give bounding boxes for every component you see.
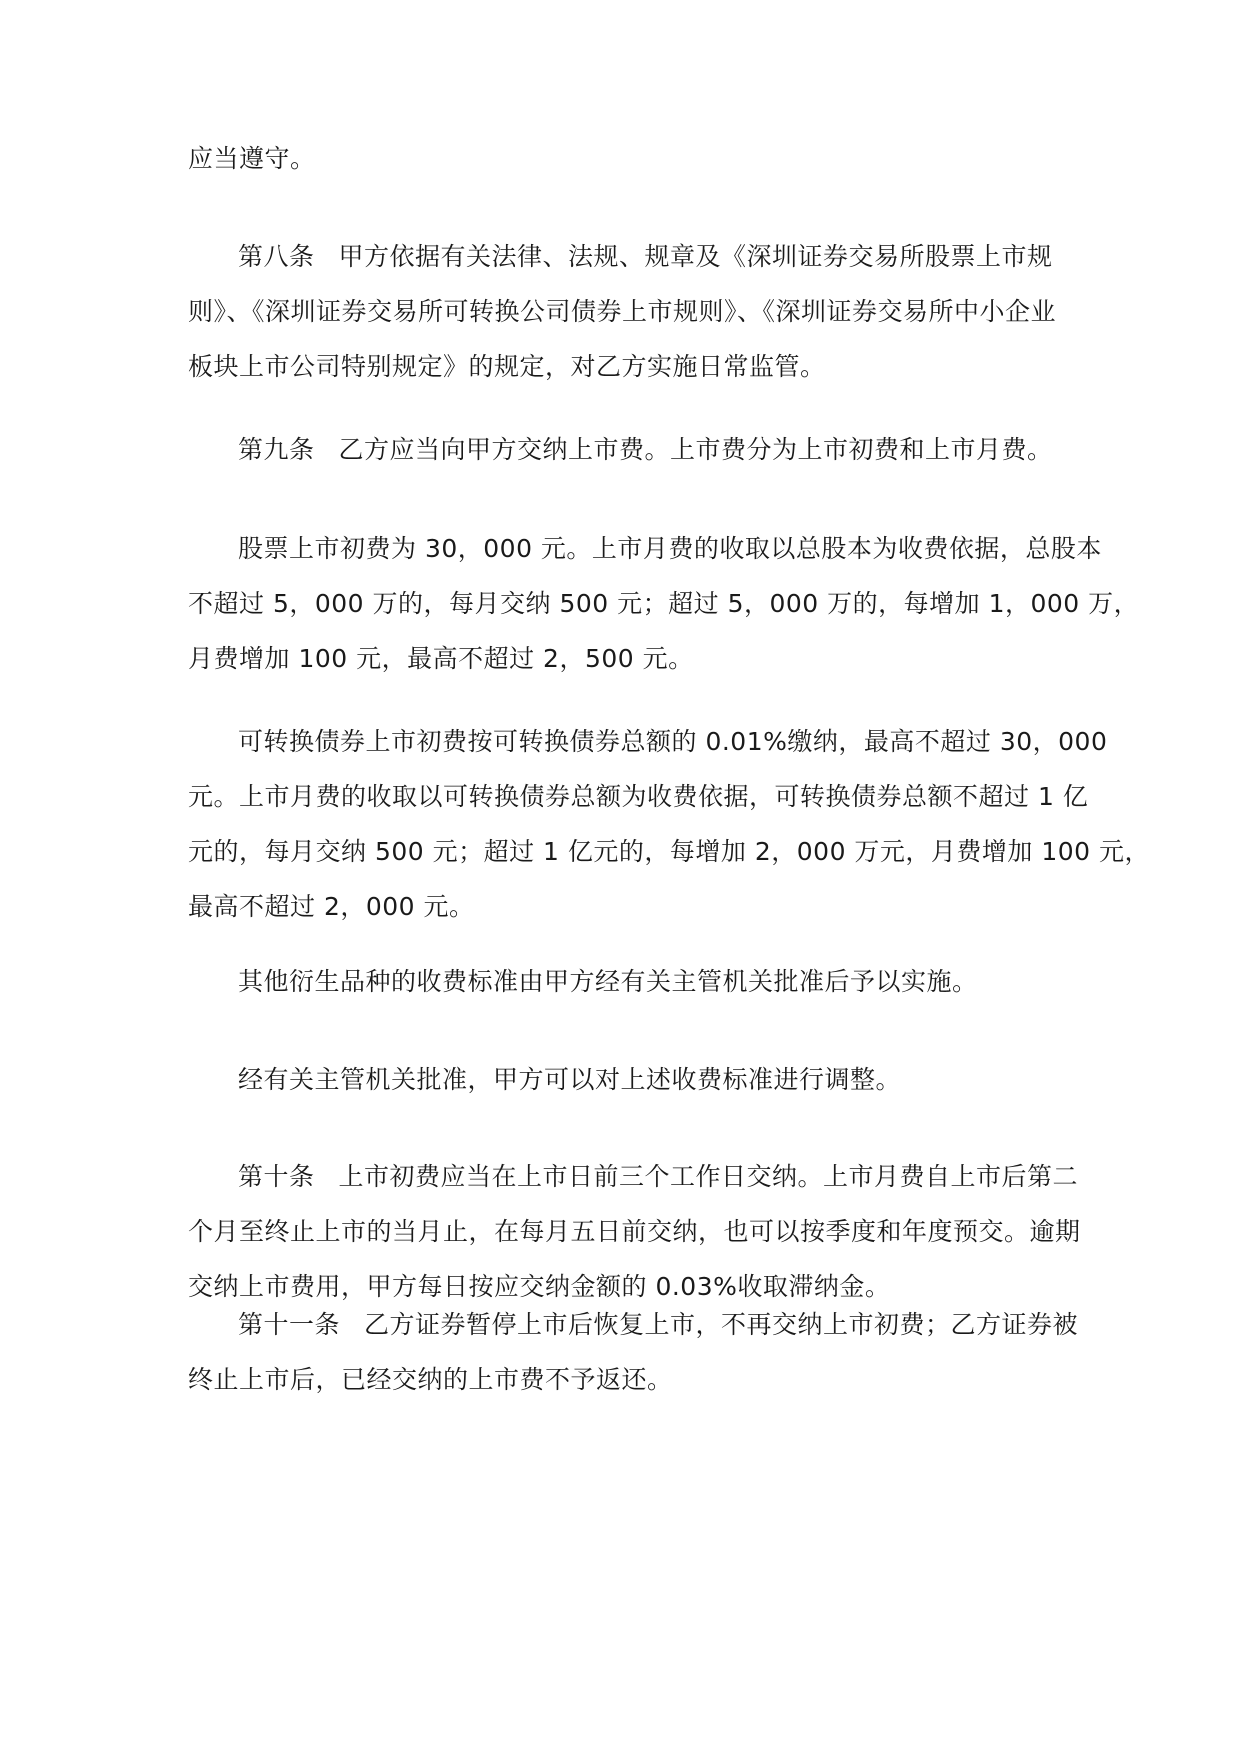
text-line: 月费增加 100 元，最高不超过 2，500 元。 — [188, 644, 694, 673]
article-11-first-line — [188, 1297, 1079, 1352]
text-line: 其他衍生品种的收费标准由甲方经有关主管机关批准后予以实施。 — [238, 967, 978, 996]
stock-fee-paragraph — [188, 521, 1140, 686]
text-line: 最高不超过 2，000 元。 — [188, 892, 475, 921]
article-11-paragraph — [188, 1297, 1079, 1407]
text-line: 经有关主管机关批准，甲方可以对上述收费标准进行调整。 — [238, 1065, 902, 1094]
article-8-first-line — [188, 229, 1068, 284]
text-line: 股票上市初费为 30，000 元。上市月费的收取以总股本为收费依据，总股本 — [238, 534, 1102, 563]
text-line: 则》、《深圳证券交易所可转换公司债券上市规则》、《深圳证券交易所中小企业 — [188, 297, 1057, 326]
text-line: 板块上市公司特别规定》的规定，对乙方实施日常监管。 — [188, 352, 826, 381]
article-10-heading: 第十条 — [238, 1162, 315, 1191]
paragraph-continuation — [188, 131, 1068, 186]
text-line: 元的，每月交纳 500 元；超过 1 亿元的，每增加 2，000 万元，月费增加 100 元， — [188, 837, 1151, 866]
text-line: 元。上市月费的收取以可转换债券总额为收费依据，可转换债券总额不超过 1 亿 — [188, 782, 1089, 811]
article-8-paragraph — [188, 229, 1068, 394]
article-8-heading: 第八条 — [238, 242, 315, 271]
article-11-heading: 第十一条 — [238, 1310, 341, 1339]
text-line: 个月至终止上市的当月止，在每月五日前交纳，也可以按季度和年度预交。逾期 — [188, 1217, 1081, 1246]
text-line: 终止上市后，已经交纳的上市费不予返还。 — [188, 1365, 673, 1394]
article-10-first-line — [188, 1149, 1079, 1204]
text-line: 乙方证券暂停上市后恢复上市，不再交纳上市初费；乙方证券被 — [364, 1310, 1079, 1339]
text-line: 应当遵守。 — [188, 144, 316, 173]
article-9-paragraph — [188, 422, 1068, 477]
text-line: 乙方应当向甲方交纳上市费。上市费分为上市初费和上市月费。 — [338, 435, 1053, 464]
text-line: 可转换债券上市初费按可转换债券总额的 0.01%缴纳，最高不超过 30，000 — [238, 727, 1108, 756]
bond-fee-paragraph — [188, 714, 1151, 934]
text-line: 上市初费应当在上市日前三个工作日交纳。上市月费自上市后第二 — [338, 1162, 1079, 1191]
text-line: 不超过 5，000 万的，每月交纳 500 元；超过 5，000 万的，每增加 1，000 万， — [188, 589, 1140, 618]
fee-adjustment-paragraph — [188, 1052, 1068, 1107]
derivatives-fee-paragraph — [188, 954, 1068, 1009]
article-9-first-line — [188, 422, 1068, 477]
article-9-heading: 第九条 — [238, 435, 315, 464]
text-line: 甲方依据有关法律、法规、规章及《深圳证券交易所股票上市规 — [338, 242, 1053, 271]
text-line: 交纳上市费用，甲方每日按应交纳金额的 0.03%收取滞纳金。 — [188, 1272, 891, 1301]
article-10-paragraph — [188, 1149, 1081, 1314]
